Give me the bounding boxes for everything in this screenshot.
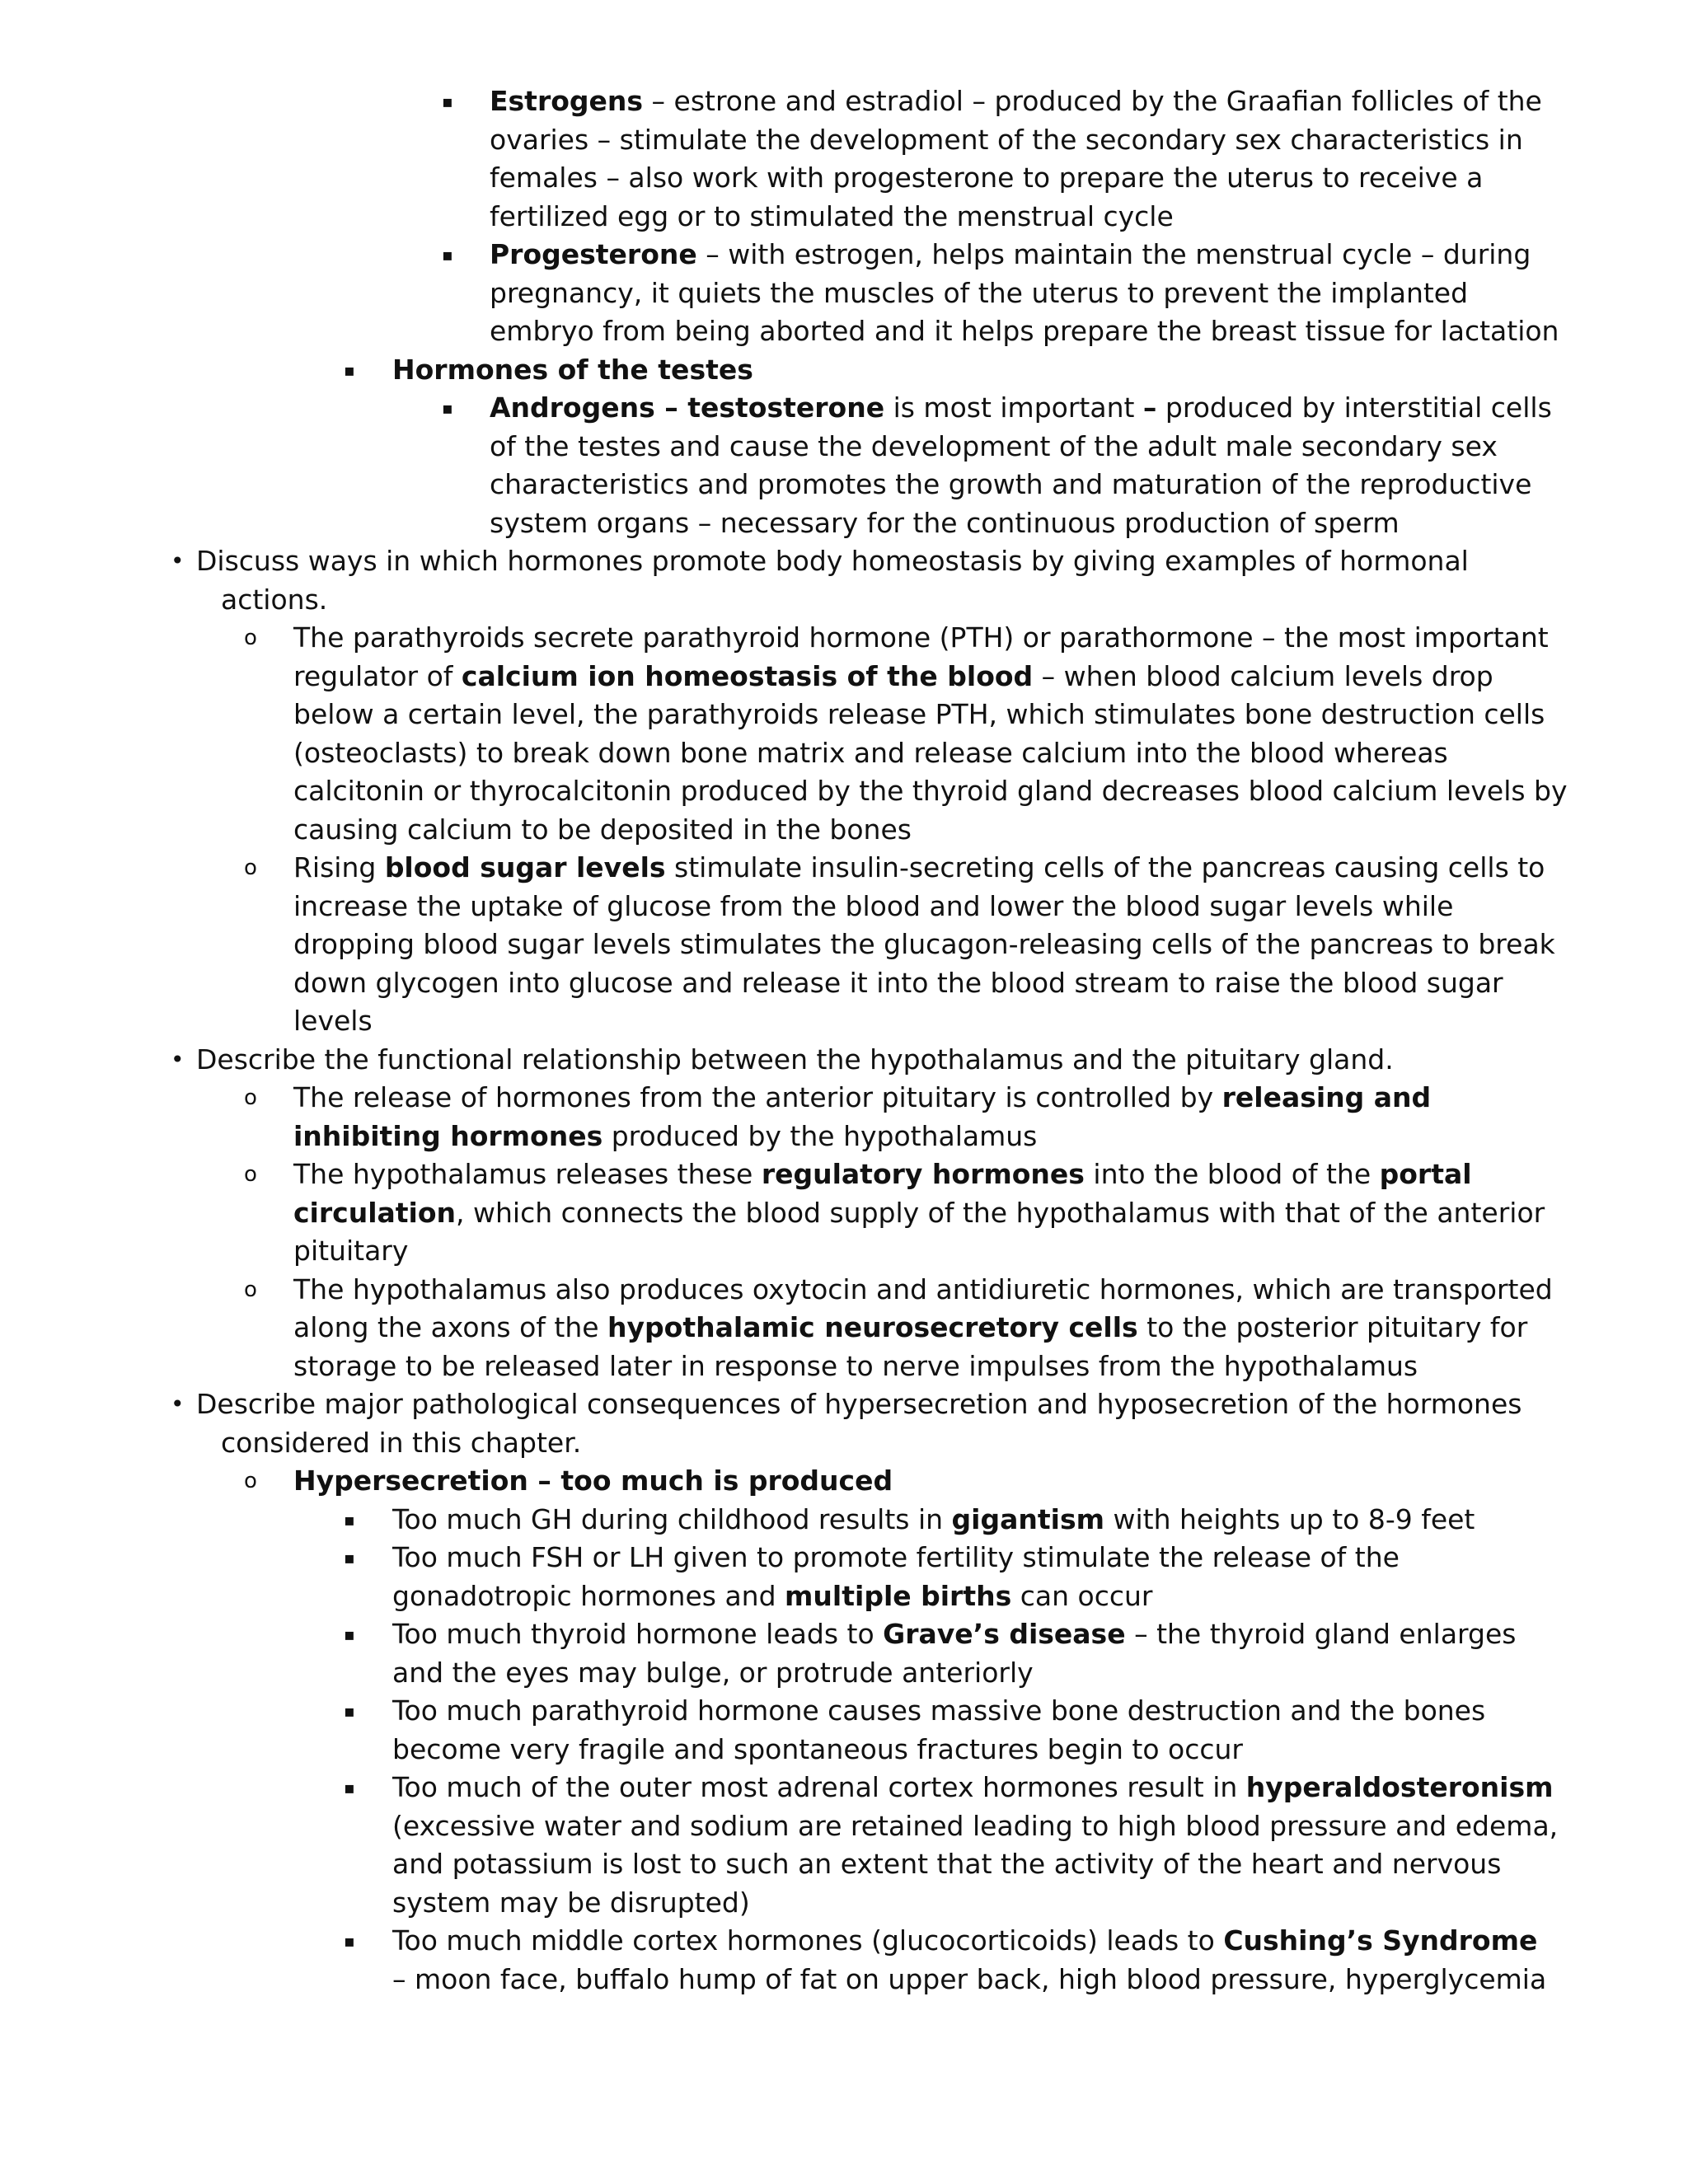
text-run: females – also work with progesterone to prepare the uterus to receive a (490, 162, 1484, 194)
text-line (293, 1194, 1545, 1233)
text-run: Describe major pathological consequences of hypersecretion and hyposecretion of the hormones (196, 1388, 1522, 1420)
bullet-marker: ▪ (344, 1778, 355, 1797)
bold-term: calcium ion homeostasis of the blood (461, 659, 1034, 692)
bullet-marker: ▪ (344, 1701, 355, 1721)
bullet-marker: o (244, 1162, 257, 1187)
text-line (293, 888, 1555, 926)
text-line (490, 504, 1552, 543)
text-line (392, 1539, 1400, 1577)
text-run: to the posterior pituitary for (1137, 1311, 1528, 1343)
text-line (392, 1654, 1516, 1693)
text-line (490, 274, 1559, 313)
text-line (490, 236, 1559, 274)
bullet-marker: ▪ (442, 91, 453, 111)
text-line (392, 1807, 1558, 1846)
text-line (293, 772, 1568, 811)
text-line (293, 658, 1568, 696)
text-run: The release of hormones from the anterior pituitary is controlled by (293, 1081, 1222, 1113)
list-item-text (293, 619, 1568, 849)
bold-term: Hypersecretion – too much is produced (293, 1465, 893, 1497)
bullet-marker: ▪ (442, 245, 453, 265)
text-line (392, 1845, 1558, 1884)
text-run: Describe the functional relationship between the hypothalamus and the pituitary gland. (196, 1043, 1394, 1076)
text-run: considered in this chapter. (221, 1426, 582, 1459)
list-item-text (392, 1539, 1400, 1615)
list-item-text (293, 1079, 1431, 1155)
text-run: system organs – necessary for the continuous production of sperm (490, 506, 1400, 539)
text-line (293, 734, 1568, 773)
bullet-marker: ▪ (442, 398, 453, 418)
text-run: with heights up to 8-9 feet (1104, 1502, 1475, 1535)
text-line (490, 198, 1542, 237)
list-item-text (392, 1692, 1485, 1769)
text-run: The hypothalamus also produces oxytocin and antidiuretic hormones, which are transported (293, 1272, 1553, 1305)
list-item-text (392, 1501, 1475, 1540)
bullet-marker: o (244, 1469, 257, 1493)
text-run: Too much GH during childhood results in (392, 1502, 952, 1535)
text-run: regulator of (293, 659, 462, 692)
bullet-marker: • (171, 1045, 185, 1073)
text-line (392, 351, 753, 390)
bold-term: Grave’s disease (883, 1618, 1126, 1650)
text-line (293, 1347, 1553, 1386)
text-run: become very fragile and spontaneous fractures begin to occur (392, 1732, 1243, 1765)
text-run: , which connects the blood supply of the hypothalamus with that of the anterior (456, 1196, 1545, 1229)
text-line (490, 82, 1542, 121)
bold-term: multiple births (785, 1579, 1012, 1612)
text-line (196, 1385, 1522, 1424)
list-item-text (196, 542, 1469, 619)
text-line (293, 811, 1568, 850)
text-run: characteristics and promotes the growth and maturation of the reproductive (490, 468, 1532, 500)
bold-term: Progesterone (490, 238, 697, 270)
text-line (392, 1769, 1558, 1807)
bold-term: blood sugar levels (384, 851, 666, 883)
text-line (490, 159, 1542, 198)
text-run: produced by the hypothalamus (603, 1119, 1038, 1152)
text-line (490, 121, 1542, 160)
text-run: dropping blood sugar levels stimulates the glucagon-releasing cells of the pancreas to break (293, 928, 1555, 960)
text-run: calcitonin or thyrocalcitonin produced by the thyroid gland decreases blood calcium levels by (293, 775, 1568, 807)
text-run: stimulate insulin-secreting cells of the pancreas causing cells to (665, 851, 1545, 883)
bullet-marker: • (171, 1390, 185, 1418)
text-run: into the blood of the (1084, 1158, 1380, 1190)
text-run: and the eyes may bulge, or protrude anteriorly (392, 1656, 1034, 1689)
bullet-marker: ▪ (344, 1548, 355, 1568)
list-item-text (392, 351, 753, 390)
text-run: actions. (221, 583, 328, 616)
text-line (196, 1041, 1394, 1080)
text-run: pituitary (293, 1235, 409, 1267)
list-item-text (196, 1385, 1522, 1462)
text-line (293, 849, 1555, 888)
list-item-text (490, 236, 1559, 351)
text-run: Rising (293, 851, 385, 883)
text-line (392, 1961, 1546, 1999)
text-line (392, 1501, 1475, 1540)
text-line (293, 926, 1555, 964)
bullet-marker: o (244, 1277, 257, 1302)
bullet-marker: ▪ (344, 1509, 355, 1530)
text-line (293, 1271, 1553, 1310)
text-run: gonadotropic hormones and (392, 1579, 785, 1612)
list-item-text (196, 1041, 1394, 1080)
text-line (392, 1884, 1558, 1923)
text-line (392, 1922, 1546, 1961)
text-line (196, 542, 1469, 581)
bold-term: gigantism (951, 1502, 1104, 1535)
text-run: produced by interstitial cells (1156, 391, 1552, 424)
list-item-text (392, 1615, 1516, 1692)
text-run: levels (293, 1005, 373, 1037)
text-run: down glycogen into glucose and release it into the blood stream to raise the blood sugar (293, 966, 1503, 999)
bold-term: portal (1379, 1158, 1472, 1190)
text-line (392, 1692, 1485, 1731)
text-run: fertilized egg or to stimulated the menstrual cycle (490, 199, 1174, 232)
text-line (293, 1155, 1545, 1194)
list-item-text (392, 1769, 1558, 1922)
text-run: Too much of the outer most adrenal cortex hormones result in (392, 1771, 1246, 1803)
list-item-text (293, 1155, 1545, 1271)
text-run: pregnancy, it quiets the muscles of the uterus to prevent the implanted (490, 276, 1469, 309)
text-run: The parathyroids secrete parathyroid hormone (PTH) or parathormone – the most important (293, 621, 1549, 654)
text-run: The hypothalamus releases these (293, 1158, 762, 1190)
bullet-marker: ▪ (344, 359, 355, 380)
text-line (196, 1424, 1522, 1463)
text-run: – with estrogen, helps maintain the menstrual cycle – during (696, 238, 1531, 270)
text-run: of the testes and cause the development of the adult male secondary sex (490, 429, 1498, 462)
text-run: Too much parathyroid hormone causes massive bone destruction and the bones (392, 1694, 1486, 1727)
text-line (293, 1232, 1545, 1271)
bold-term: hyperaldosteronism (1245, 1771, 1554, 1803)
list-item-text (490, 389, 1552, 542)
text-line (293, 1118, 1431, 1156)
bold-term: releasing and (1221, 1081, 1432, 1113)
bold-term: inhibiting hormones (293, 1119, 603, 1152)
text-run: – moon face, buffalo hump of fat on upper back, high blood pressure, hyperglycemia (392, 1962, 1547, 1995)
text-line (293, 964, 1555, 1003)
text-run: increase the uptake of glucose from the blood and lower the blood sugar levels while (293, 889, 1454, 922)
text-run: (osteoclasts) to break down bone matrix and release calcium into the blood whereas (293, 736, 1448, 769)
text-line (490, 466, 1552, 504)
text-line (293, 1079, 1431, 1118)
text-run: Discuss ways in which hormones promote body homeostasis by giving examples of hormonal (196, 545, 1469, 577)
bullet-marker: ▪ (344, 1624, 355, 1644)
bold-term: Cushing’s Syndrome (1223, 1924, 1538, 1957)
text-run: ovaries – stimulate the development of the secondary sex characteristics in (490, 123, 1523, 156)
text-line (293, 1002, 1555, 1041)
bold-term: regulatory hormones (761, 1158, 1085, 1190)
text-run: Too much middle cortex hormones (glucocorticoids) leads to (392, 1924, 1224, 1957)
text-line (196, 581, 1469, 620)
text-line (392, 1731, 1485, 1769)
bullet-marker: o (244, 1085, 257, 1110)
list-item-text (490, 82, 1542, 236)
text-run: is most important (884, 391, 1143, 424)
text-run: causing calcium to be deposited in the bones (293, 813, 912, 846)
text-line (293, 619, 1568, 658)
text-line (293, 1309, 1553, 1347)
bold-term: Hormones of the testes (392, 353, 753, 386)
text-line (392, 1615, 1516, 1654)
text-line (293, 1462, 893, 1501)
text-run: along the axons of the (293, 1311, 608, 1343)
text-line (490, 428, 1552, 466)
list-item-text (293, 849, 1555, 1041)
list-item-text (293, 1462, 893, 1501)
bold-term: circulation (293, 1196, 457, 1229)
text-line (490, 389, 1552, 428)
text-line (293, 696, 1568, 734)
text-run: system may be disrupted) (392, 1886, 750, 1919)
list-item-text (392, 1922, 1546, 1999)
text-run: can occur (1011, 1579, 1153, 1612)
bold-term: Androgens – testosterone (490, 391, 885, 424)
bullet-marker: • (171, 547, 185, 574)
bold-term: Estrogens (490, 85, 644, 117)
text-run: embryo from being aborted and it helps prepare the breast tissue for lactation (490, 315, 1559, 347)
text-line (392, 1577, 1400, 1616)
text-run: (excessive water and sodium are retained leading to high blood pressure and edema, (392, 1809, 1559, 1842)
bullet-marker: o (244, 855, 257, 880)
bullet-marker: ▪ (344, 1931, 355, 1951)
text-run: – estrone and estradiol – produced by the Graafian follicles of the (643, 85, 1542, 117)
text-run: – the thyroid gland enlarges (1125, 1618, 1517, 1650)
text-run: Too much FSH or LH given to promote fertility stimulate the release of the (392, 1541, 1400, 1573)
bold-term: – (1142, 391, 1157, 424)
text-line (490, 312, 1559, 351)
text-run: storage to be released later in response to nerve impulses from the hypothalamus (293, 1349, 1418, 1382)
text-run: – when blood calcium levels drop (1033, 659, 1493, 692)
bold-term: hypothalamic neurosecretory cells (607, 1311, 1138, 1343)
text-run: and potassium is lost to such an extent that the activity of the heart and nervous (392, 1848, 1502, 1880)
list-item-text (293, 1271, 1553, 1386)
bullet-marker: o (244, 626, 257, 650)
text-run: below a certain level, the parathyroids release PTH, which stimulates bone destruction cells (293, 698, 1545, 730)
text-run: Too much thyroid hormone leads to (392, 1618, 884, 1650)
